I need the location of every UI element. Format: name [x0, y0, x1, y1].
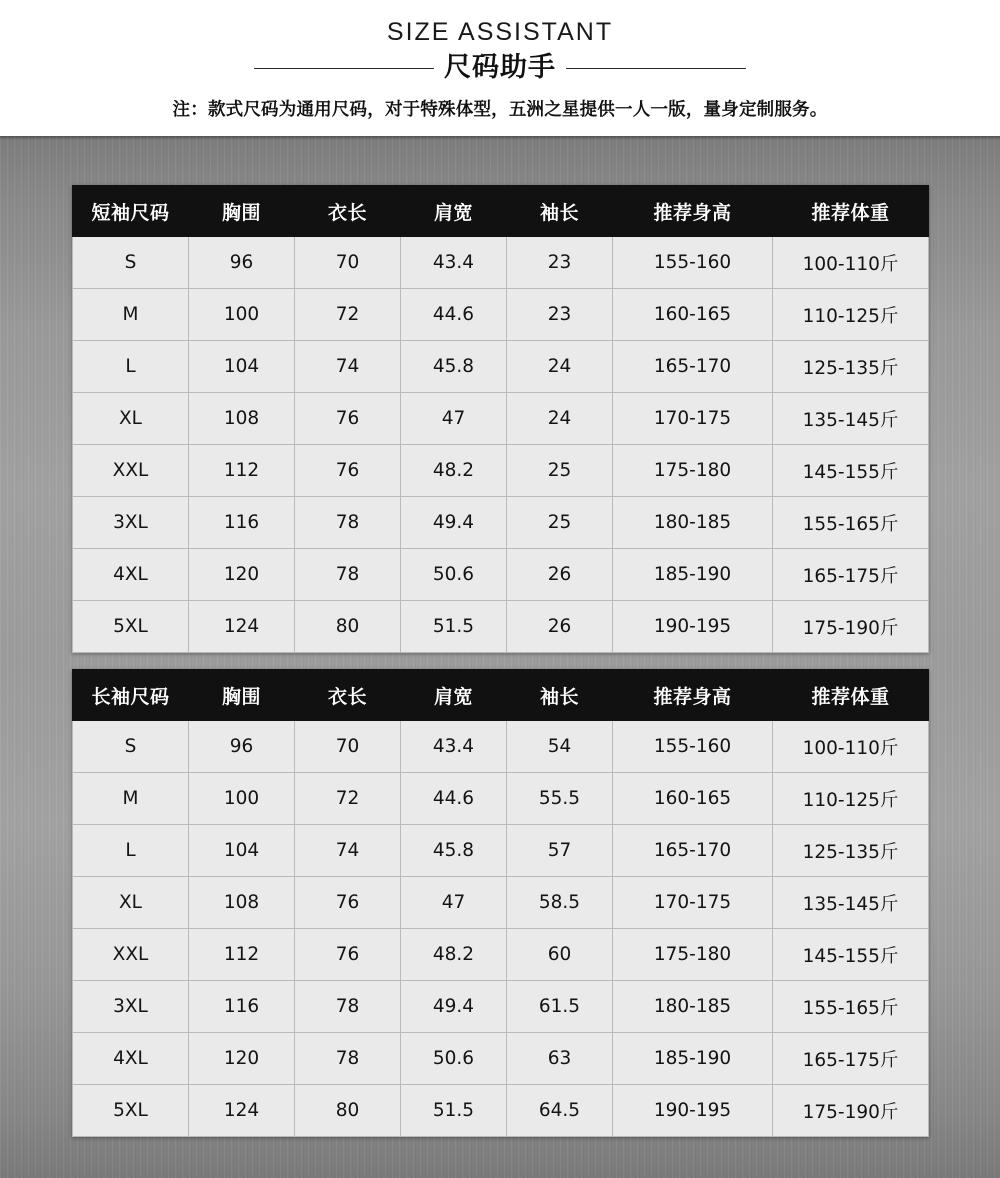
cell-size: 5XL	[73, 601, 189, 653]
cell-length: 70	[295, 237, 401, 289]
long-sleeve-table-container	[72, 669, 928, 1137]
column-header-size: 短袖尺码	[73, 186, 189, 237]
cell-shoulder: 50.6	[401, 1033, 507, 1085]
cell-shoulder: 48.2	[401, 445, 507, 497]
cell-weight: 110-125斤	[773, 289, 929, 341]
cell-chest: 124	[189, 1085, 295, 1137]
cell-size: XL	[73, 877, 189, 929]
size-note: 注：款式尺码为通用尺码，对于特殊体型，五洲之星提供一人一版，量身定制服务。	[172, 100, 828, 120]
cell-chest: 120	[189, 1033, 295, 1085]
cell-shoulder: 43.4	[401, 237, 507, 289]
table-row	[73, 237, 929, 289]
title-rule-left	[254, 68, 434, 69]
cell-sleeve: 57	[507, 825, 613, 877]
cell-length: 74	[295, 825, 401, 877]
cell-chest: 112	[189, 445, 295, 497]
cell-shoulder: 48.2	[401, 929, 507, 981]
cell-height: 180-185	[613, 981, 773, 1033]
table-row	[73, 289, 929, 341]
column-header-length: 衣长	[295, 670, 401, 721]
cell-shoulder: 51.5	[401, 601, 507, 653]
table-row	[73, 445, 929, 497]
cell-size: L	[73, 341, 189, 393]
cell-shoulder: 45.8	[401, 825, 507, 877]
column-header-height: 推荐身高	[613, 186, 773, 237]
page-title-chinese: 尺码助手	[444, 52, 556, 83]
cell-length: 80	[295, 601, 401, 653]
cell-weight: 125-135斤	[773, 341, 929, 393]
cell-height: 190-195	[613, 601, 773, 653]
cell-sleeve: 25	[507, 497, 613, 549]
cell-size: L	[73, 825, 189, 877]
cell-chest: 104	[189, 341, 295, 393]
cell-height: 170-175	[613, 393, 773, 445]
cell-length: 80	[295, 1085, 401, 1137]
cell-weight: 135-145斤	[773, 393, 929, 445]
cell-weight: 165-175斤	[773, 549, 929, 601]
cell-size: 4XL	[73, 1033, 189, 1085]
cell-sleeve: 24	[507, 341, 613, 393]
column-header-size: 长袖尺码	[73, 670, 189, 721]
cell-height: 175-180	[613, 929, 773, 981]
cell-chest: 124	[189, 601, 295, 653]
table-header-row	[73, 670, 929, 721]
cell-shoulder: 47	[401, 877, 507, 929]
cell-length: 76	[295, 929, 401, 981]
column-header-chest: 胸围	[189, 670, 295, 721]
cell-size: 4XL	[73, 549, 189, 601]
table-header-row	[73, 186, 929, 237]
cell-length: 70	[295, 721, 401, 773]
column-header-sleeve: 袖长	[507, 186, 613, 237]
cell-weight: 125-135斤	[773, 825, 929, 877]
cell-size: XXL	[73, 929, 189, 981]
column-header-weight: 推荐体重	[773, 670, 929, 721]
cell-size: XL	[73, 393, 189, 445]
cell-weight: 110-125斤	[773, 773, 929, 825]
cell-weight: 175-190斤	[773, 601, 929, 653]
cell-height: 190-195	[613, 1085, 773, 1137]
page-header	[0, 0, 1000, 136]
cell-sleeve: 23	[507, 237, 613, 289]
table-row	[73, 341, 929, 393]
column-header-shoulder: 肩宽	[401, 670, 507, 721]
column-header-length: 衣长	[295, 186, 401, 237]
cell-height: 180-185	[613, 497, 773, 549]
table-row	[73, 981, 929, 1033]
table-row	[73, 601, 929, 653]
cell-chest: 108	[189, 393, 295, 445]
cell-chest: 104	[189, 825, 295, 877]
cell-height: 155-160	[613, 237, 773, 289]
title-rule-right	[566, 68, 746, 69]
table-row	[73, 877, 929, 929]
cell-length: 72	[295, 289, 401, 341]
cell-length: 76	[295, 445, 401, 497]
cell-size: 3XL	[73, 981, 189, 1033]
cell-sleeve: 25	[507, 445, 613, 497]
cell-shoulder: 49.4	[401, 981, 507, 1033]
cell-height: 175-180	[613, 445, 773, 497]
cell-height: 155-160	[613, 721, 773, 773]
cell-weight: 155-165斤	[773, 981, 929, 1033]
table-row	[73, 1085, 929, 1137]
cell-weight: 100-110斤	[773, 237, 929, 289]
cell-chest: 116	[189, 981, 295, 1033]
table-row	[73, 497, 929, 549]
cell-chest: 116	[189, 497, 295, 549]
cell-sleeve: 61.5	[507, 981, 613, 1033]
cell-length: 74	[295, 341, 401, 393]
cell-sleeve: 63	[507, 1033, 613, 1085]
cell-size: M	[73, 773, 189, 825]
cell-height: 185-190	[613, 549, 773, 601]
cell-size: S	[73, 721, 189, 773]
cell-height: 165-170	[613, 341, 773, 393]
cell-sleeve: 26	[507, 601, 613, 653]
cell-sleeve: 26	[507, 549, 613, 601]
cell-size: XXL	[73, 445, 189, 497]
cell-height: 160-165	[613, 773, 773, 825]
cell-length: 72	[295, 773, 401, 825]
long-sleeve-size-table	[72, 669, 929, 1137]
cell-size: 3XL	[73, 497, 189, 549]
short-sleeve-size-table	[72, 185, 929, 653]
cell-shoulder: 43.4	[401, 721, 507, 773]
cell-length: 78	[295, 497, 401, 549]
cell-height: 170-175	[613, 877, 773, 929]
cell-weight: 100-110斤	[773, 721, 929, 773]
table-row	[73, 1033, 929, 1085]
table-row	[73, 825, 929, 877]
cell-sleeve: 58.5	[507, 877, 613, 929]
column-header-sleeve: 袖长	[507, 670, 613, 721]
cell-height: 160-165	[613, 289, 773, 341]
cell-shoulder: 44.6	[401, 773, 507, 825]
cell-shoulder: 49.4	[401, 497, 507, 549]
cell-size: S	[73, 237, 189, 289]
cell-height: 165-170	[613, 825, 773, 877]
table-row	[73, 393, 929, 445]
cell-chest: 96	[189, 721, 295, 773]
cell-chest: 100	[189, 289, 295, 341]
cell-size: 5XL	[73, 1085, 189, 1137]
cell-sleeve: 23	[507, 289, 613, 341]
brushed-metal-background	[0, 136, 1000, 1178]
column-header-weight: 推荐体重	[773, 186, 929, 237]
cell-height: 185-190	[613, 1033, 773, 1085]
cell-sleeve: 60	[507, 929, 613, 981]
cell-length: 76	[295, 393, 401, 445]
cell-chest: 108	[189, 877, 295, 929]
page-title-english: SIZE ASSISTANT	[386, 18, 614, 46]
cell-weight: 165-175斤	[773, 1033, 929, 1085]
cell-shoulder: 51.5	[401, 1085, 507, 1137]
table-row	[73, 929, 929, 981]
table-row	[73, 773, 929, 825]
cell-chest: 100	[189, 773, 295, 825]
cell-chest: 96	[189, 237, 295, 289]
cell-length: 78	[295, 549, 401, 601]
cell-weight: 155-165斤	[773, 497, 929, 549]
cell-sleeve: 55.5	[507, 773, 613, 825]
cell-shoulder: 50.6	[401, 549, 507, 601]
cell-length: 76	[295, 877, 401, 929]
cell-weight: 145-155斤	[773, 929, 929, 981]
column-header-height: 推荐身高	[613, 670, 773, 721]
cell-chest: 112	[189, 929, 295, 981]
page-title-chinese-row	[0, 50, 1000, 86]
cell-length: 78	[295, 1033, 401, 1085]
cell-size: M	[73, 289, 189, 341]
cell-sleeve: 64.5	[507, 1085, 613, 1137]
cell-shoulder: 47	[401, 393, 507, 445]
table-row	[73, 721, 929, 773]
cell-shoulder: 45.8	[401, 341, 507, 393]
cell-sleeve: 24	[507, 393, 613, 445]
cell-chest: 120	[189, 549, 295, 601]
cell-length: 78	[295, 981, 401, 1033]
cell-sleeve: 54	[507, 721, 613, 773]
table-row	[73, 549, 929, 601]
cell-weight: 135-145斤	[773, 877, 929, 929]
cell-weight: 175-190斤	[773, 1085, 929, 1137]
column-header-chest: 胸围	[189, 186, 295, 237]
column-header-shoulder: 肩宽	[401, 186, 507, 237]
cell-shoulder: 44.6	[401, 289, 507, 341]
cell-weight: 145-155斤	[773, 445, 929, 497]
short-sleeve-table-container	[72, 185, 928, 653]
